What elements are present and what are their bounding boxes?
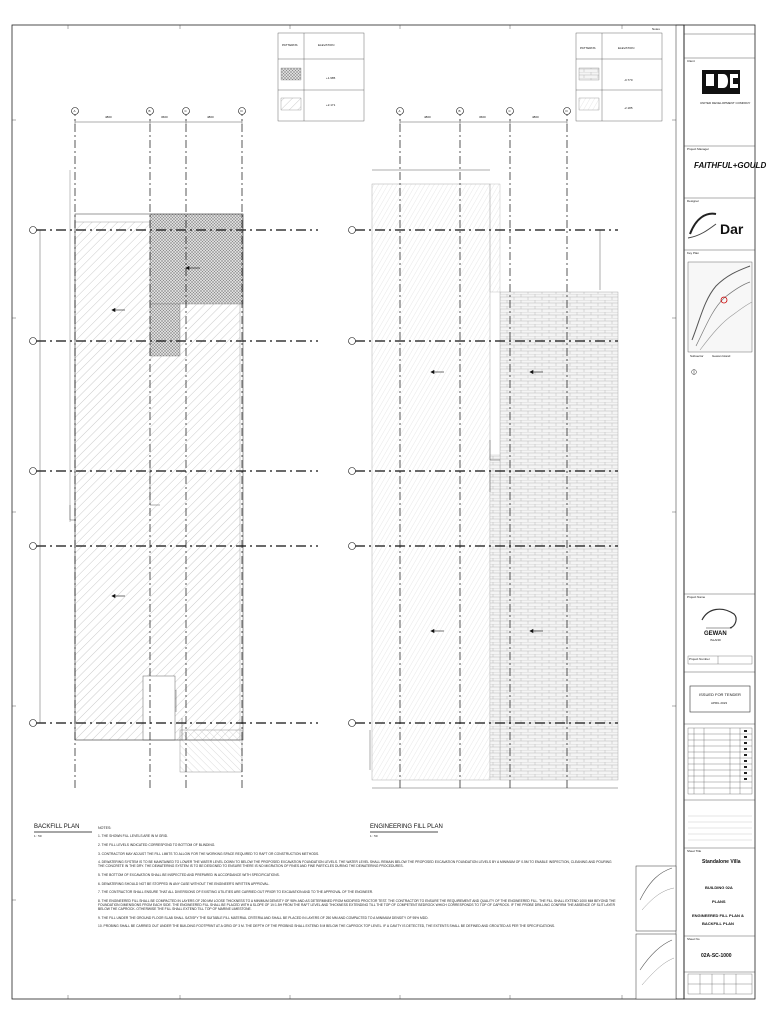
key-plan-thumbnail-2 (636, 934, 676, 999)
fill-legend-row1: -0.770 (624, 78, 633, 82)
backfill-region-bottom (180, 730, 242, 772)
backfill-region-void (143, 676, 175, 740)
issue-box (690, 686, 750, 712)
sheet-title-label: Sheet Title (687, 849, 702, 853)
backfill-legend-col1: PATTERNS (282, 43, 298, 47)
backfill-legend-row1: +1.985 (326, 76, 336, 80)
backfill-grid-label-c: C (184, 108, 187, 113)
project-logo (702, 609, 736, 628)
designer-logo (688, 214, 716, 238)
title-block (684, 34, 755, 972)
project-name-label: Project Name (687, 595, 706, 599)
fill-dim-2: 3600 (479, 115, 486, 119)
notes-heading: NOTES: (98, 826, 112, 830)
project-logo-text: GEWAN (704, 631, 727, 637)
sheet-number: 02A-SC-1000 (701, 953, 732, 959)
fill-region-left (372, 184, 490, 780)
fill-legend-col1: PATTERNS (580, 46, 596, 50)
fill-legend-swatch-1 (579, 68, 599, 80)
note-item: 8. THE ENGINEERED FILL SHALL BE COMPACTED IN LAYERS OF 250 MM LOOSE THICKNESS TO A MINIMUM DENSITY OF 98% AND AS DETERMINED FROM MODIFIED PROCTOR TEST. THE CONTRACTOR TO ENSURE THE REQUIREMENT AND QUALITY OF THE ENGINEERED FILL. THE FILL SHALL EXTEND 1000 MM BEYOND THE FOUNDATION DIMENSIONS FROM EACH SIDE. THE ENGINEERED FILL SHALL BE PLACED WITH A SLOPE OF 1V:1.5H FROM THE RAFT LEVEL AND THICKNESS EXTENDING TILL THE TOP OF COMPETENT BEDROCK WHICH CORRESPONDS TO TOP OF CAPROCK. IF THE PROBE DRILLING CONFIRM THE ABSENCE OF SLIT LAYER BELOW THE CAPROCK. OTHERWISE THE FILL SHALL EXTEND TILL TOP OF MARINE LIMESTONE. (98, 898, 616, 912)
project-number-label: Project Number (689, 657, 710, 661)
backfill-plan-scale: 1 : 50 (34, 834, 42, 838)
fill-region-brick-strip (490, 455, 500, 780)
backfill-legend-row2: +2.171 (326, 103, 336, 107)
issue-status: ISSUED FOR TENDER (699, 692, 741, 697)
fill-legend-swatch-2 (579, 98, 599, 110)
fill-region-brick (500, 292, 618, 780)
fill-legend-row2: -2.185 (624, 106, 633, 110)
fill-legend-col2: ELEVATION (618, 46, 635, 50)
key-plan-label: Key Plan (687, 251, 700, 255)
note-item: 3. CONTRACTOR MAY ADJUST THE FILL LIMITS TO ALLOW FOR THE WORKING SPACE REQUIRED TO RAFT OR CONSTRUCTION METHODS. (98, 851, 320, 856)
issue-date: APRIL 2023 (711, 701, 728, 705)
note-item: 6. DEWATERING SHOULD NOT BE STOPPED IN ANY CASE WITHOUT THE ENGINEER'S WRITTEN APPROVAL. (98, 881, 270, 886)
fill-dim-3: 4800 (532, 115, 539, 119)
engineering-fill-plan (349, 108, 619, 791)
fill-grid-label-c: C (508, 108, 511, 113)
note-item: 4. DEWATERING SYSTEM IS TO BE MAINTAINED TO LOWER THE WATER LEVEL DOWN TO BELOW THE PROPOSED EXCAVATION FOUNDATION LEVELS. THE WATER LEVEL SHALL REMAIN BELOW THE PROPOSED EXCAVATION FOUNDATION LEVELS BY A MINIMUM OF 0.5M TO ENABLE INSPECTION, CLEANING AND POURING THE CONCRETE IN THE DRY. THE DEWATERING SYSTEM IS TO BE DESIGNED TO ENSURE THERE IS NO MIGRATION OF FINES AND FINE PARTICLES DURING THE DEWATERING PROCEDURES. (98, 860, 612, 869)
backfill-plan (30, 108, 319, 791)
note-item: 10. PROBING SHALL BE CARRIED OUT UNDER THE BUILDING FOOTPRINT AT A GRID OF 3 M. THE DEPTH OF THE PROBING SHALL EXTEND 5 M BELOW THE CAPROCK TOP LEVEL. IF A CAVITY IS DETECTED, THE EXTENTS SHALL BE DEFINED AND GROUTED AS PER THE SPECIFICATIONS. (98, 924, 556, 929)
title-block-side-strip (676, 25, 684, 999)
backfill-legend-swatch-1 (281, 68, 301, 80)
client-name: UNITED DEVELOPMENT COMPANY (700, 101, 751, 105)
project-logo-sub: ISLAND (710, 638, 721, 642)
sheet-no-label: Sheet No (687, 937, 700, 941)
fill-grid-label-d: D (565, 108, 568, 113)
sheet-title-line-1: BUILDING 02A (705, 885, 733, 890)
key-plan-sub: Gewan Island (712, 354, 731, 358)
backfill-legend-col2: ELEVATION (318, 43, 335, 47)
backfill-grid-label-a: A (73, 108, 76, 113)
project-manager-logo: FAITHFUL+GOULD (694, 161, 767, 170)
note-item: 2. THE FILL LEVELS INDICATED CORRESPOND TO BOTTOM OF BLINDING. (98, 843, 216, 848)
fill-plan-title: ENGINEERING FILL PLAN (370, 824, 443, 830)
general-notes (98, 826, 618, 933)
fill-region-upper (490, 184, 500, 292)
note-item: 9. THE FILL UNDER THE GROUND FLOOR SLAB SHALL SATISFY THE SUITABLE FILL MATERIAL CRITERIA AND SHALL BE PLACED IN LAYERS OF 250 MM AND COMPACTED TO A MINIMUM DENSITY OF 95% MDD. (98, 915, 429, 920)
client-logo (702, 70, 740, 94)
sheet-title-line-3: ENGINEERED FILL PLAN & (692, 913, 744, 918)
backfill-region-dense-lower (150, 304, 180, 356)
backfill-dim-1: 4800 (105, 115, 112, 119)
client-label: Client (687, 59, 695, 63)
note-item: 5. THE BOTTOM OF EXCAVATION SHALL BE INSPECTED AND PREPARED IN ACCORDANCE WITH SPECIFICATIONS. (98, 873, 280, 878)
project-manager-label: Project Manager (687, 147, 710, 151)
backfill-grid-label-b: B (148, 108, 151, 113)
note-item: 7. THE CONTRACTOR SHALL ENSURE THAT ALL DIVERSIONS OF EXISTING UTILITIES ARE CARRIED OUT PRIOR TO EXCAVATION AND TO THE APPROVAL OF THE ENGINEER. (98, 890, 374, 895)
backfill-legend-swatch-2 (281, 98, 301, 110)
backfill-plan-title: BACKFILL PLAN (34, 824, 80, 830)
sheet-title-line-4: BACKFILL PLAN (702, 921, 734, 926)
sheet-title-line-2: PLANS (712, 899, 726, 904)
backfill-grid-label-d: D (240, 108, 243, 113)
sheet-no-grid (688, 974, 752, 994)
revision-table (688, 728, 752, 794)
key-plan-key: Subsector (690, 354, 704, 358)
note-item: 1. THE SHOWN FILL LEVELS ARE IN M GRID. (98, 834, 168, 839)
fill-grid-label-b: B (458, 108, 461, 113)
fill-dim-1: 4800 (424, 115, 431, 119)
notes-label: Notes (652, 27, 660, 31)
designer-logo-text: Dar (720, 221, 744, 237)
backfill-region-dense (150, 214, 243, 304)
backfill-dim-2: 3600 (161, 115, 168, 119)
backfill-dim-3: 4800 (207, 115, 214, 119)
designer-label: Designer (687, 199, 700, 203)
fill-grid-label-a: A (398, 108, 401, 113)
sheet-heading: Standalone Villa (702, 859, 741, 865)
fill-plan-scale: 1 : 50 (370, 834, 378, 838)
key-plan-thumbnail-1 (636, 866, 676, 931)
